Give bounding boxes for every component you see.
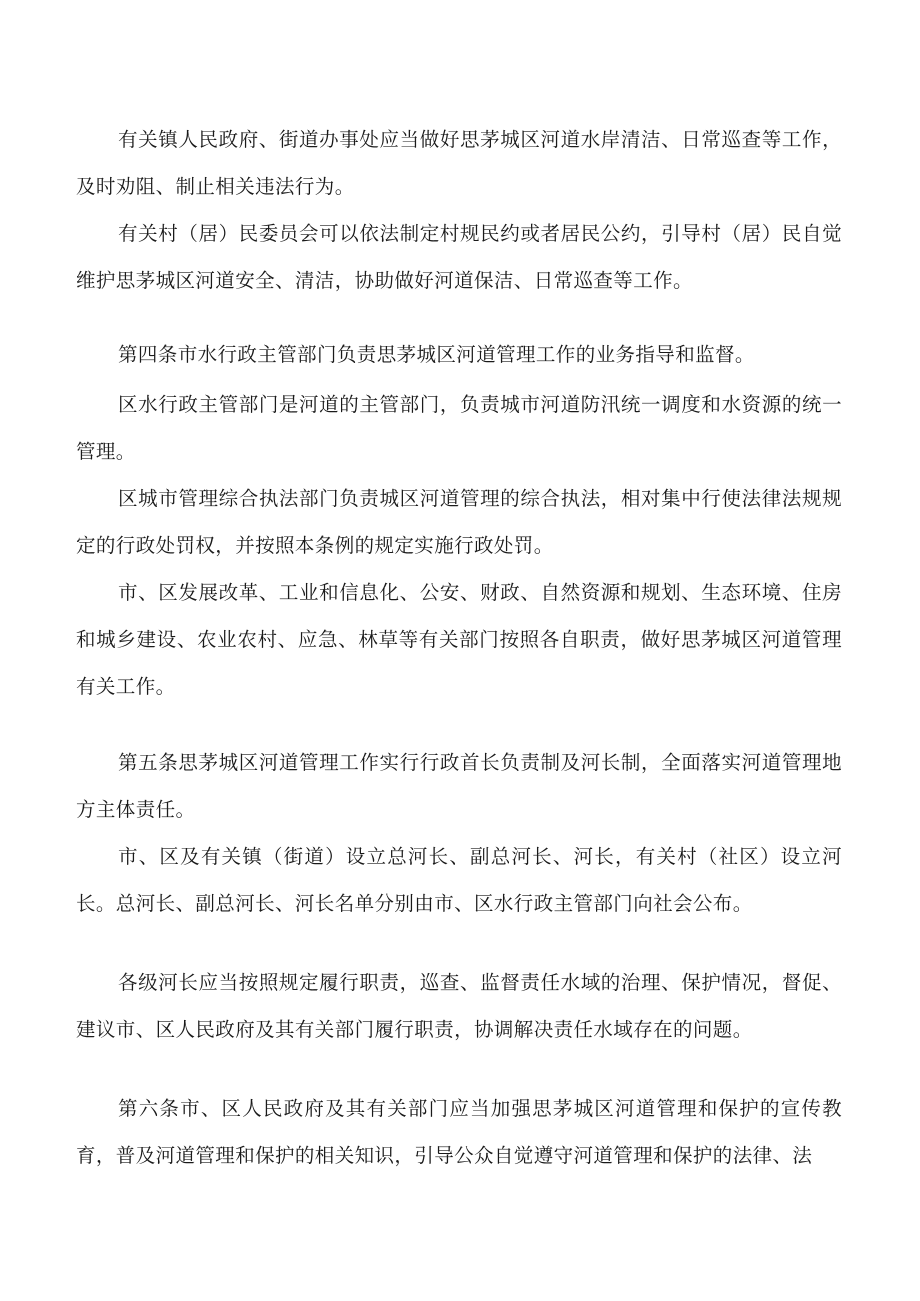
paragraph-7: 第五条思茅城区河道管理工作实行行政首长负责制及河长制，全面落实河道管理地方主体责任。 <box>76 751 842 821</box>
paragraph-9: 各级河长应当按照规定履行职责，巡查、监督责任水域的治理、保护情况，督促、建议市、区人民政府及其有关部门履行职责，协调解决责任水域存在的问题。 <box>76 971 842 1041</box>
paragraph-10: 第六条市、区人民政府及其有关部门应当加强思茅城区河道管理和保护的宣传教育，普及河道管理和保护的相关知识，引导公众自觉遵守河道管理和保护的法律、法 <box>76 1097 842 1167</box>
paragraph-6: 市、区发展改革、工业和信息化、公安、财政、自然资源和规划、生态环境、住房和城乡建设、农业农村、应急、林草等有关部门按照各自职责，做好思茅城区河道管理有关工作。 <box>76 581 842 698</box>
paragraph-2: 有关村（居）民委员会可以依法制定村规民约或者居民公约，引导村（居）民自觉维护思茅城区河道安全、清洁，协助做好河道保洁、日常巡查等工作。 <box>76 222 842 292</box>
paragraph-5: 区城市管理综合执法部门负责城区河道管理的综合执法，相对集中行使法律法规规定的行政处罚权，并按照本条例的规定实施行政处罚。 <box>76 487 842 557</box>
paragraph-4: 区水行政主管部门是河道的主管部门，负责城市河道防汛统一调度和水资源的统一管理。 <box>76 393 842 463</box>
paragraph-1: 有关镇人民政府、街道办事处应当做好思茅城区河道水岸清洁、日常巡查等工作，及时劝阻、制止相关违法行为。 <box>76 128 842 198</box>
paragraph-8: 市、区及有关镇（街道）设立总河长、副总河长、河长，有关村（社区）设立河长。总河长、副总河长、河长名单分别由市、区水行政主管部门向社会公布。 <box>76 845 842 915</box>
paragraph-3: 第四条市水行政主管部门负责思茅城区河道管理工作的业务指导和监督。 <box>118 343 755 366</box>
